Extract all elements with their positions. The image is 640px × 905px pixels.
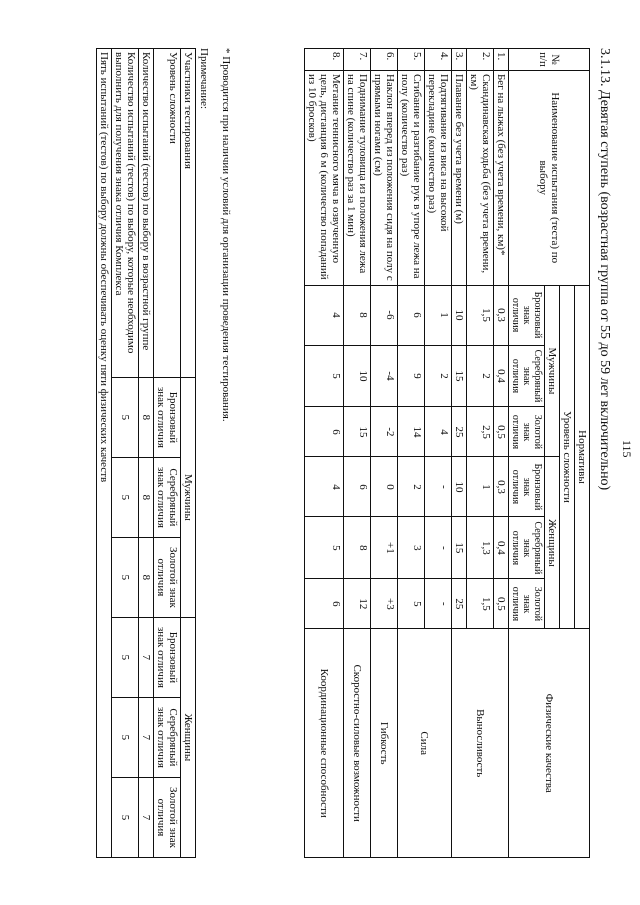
cell-value: 1,5 <box>467 579 494 629</box>
note-row-label: Количество испытаний (тестов) по выбору, которые необходимо выполнить для получения знака отличия Комплекса <box>112 49 139 378</box>
cell-value: 5 <box>305 517 344 579</box>
section-title: 3.1.13. Девятая ступень (возрастная группа от 55 до 59 лет включительно) <box>597 48 612 491</box>
cell-value: 8 <box>344 517 371 579</box>
cell-value: 5 <box>112 777 139 857</box>
note-participants: Участники тестирования <box>181 49 196 378</box>
cell-value: 0,5 <box>494 579 509 629</box>
cell-value: 9 <box>398 345 425 407</box>
cell-value: 25 <box>452 407 467 457</box>
cell-value: 15 <box>452 517 467 579</box>
cell-value: +3 <box>371 579 398 629</box>
col-header-name: Наименование испытания (теста) по выбору <box>509 70 590 285</box>
cell-value: 1,5 <box>467 285 494 345</box>
cell-value: - <box>425 457 452 517</box>
row-name: Метание теннисного мяча в озвученную цель, дистанция 6 м (количество попаданий из 10 бросков) <box>305 70 344 285</box>
cell-value: 3 <box>398 517 425 579</box>
row-num: 7. <box>344 49 371 71</box>
cell-value: 5 <box>112 457 139 537</box>
cell-value: 10 <box>452 457 467 517</box>
cell-value: 5 <box>305 345 344 407</box>
row-num: 4. <box>425 49 452 71</box>
cell-value: 7 <box>139 617 154 697</box>
cell-value: 0,3 <box>494 457 509 517</box>
cell-value: 15 <box>452 345 467 407</box>
note-header-women-gold: Золотой знак отличия <box>154 777 181 857</box>
cell-value: 5 <box>112 377 139 457</box>
cell-value: -6 <box>371 285 398 345</box>
cell-value: 8 <box>139 377 154 457</box>
quality-flexibility: Гибкость <box>371 629 398 858</box>
cell-value: 5 <box>112 537 139 617</box>
note-header-women-bronze: Бронзовый знак отличия <box>154 617 181 697</box>
col-header-men-gold: Золотой знак отличия <box>509 407 545 457</box>
cell-value: - <box>425 579 452 629</box>
cell-value: 8 <box>139 457 154 537</box>
quality-endurance: Выносливость <box>452 629 509 858</box>
table-row <box>494 49 509 858</box>
table-row <box>139 49 154 858</box>
quality-strength: Сила <box>398 629 452 858</box>
cell-value: 2 <box>467 345 494 407</box>
col-header-men-bronze: Бронзовый знак отличия <box>509 285 545 345</box>
cell-value: 0,3 <box>494 285 509 345</box>
row-name: Сгибание и разгибание рук в упоре лежа на полу (количество раз) <box>398 70 425 285</box>
row-num: 1. <box>494 49 509 71</box>
note-heading: Примечание: <box>198 48 210 110</box>
col-header-difficulty: Уровень сложности <box>560 285 575 629</box>
page-number: 115 <box>620 440 634 458</box>
quality-speed-strength: Скоростно-силовые возможности <box>344 629 371 858</box>
row-num: 8. <box>305 49 344 71</box>
cell-value: 6 <box>305 579 344 629</box>
cell-value: +1 <box>371 517 398 579</box>
cell-value: 14 <box>398 407 425 457</box>
note-header-men-gold: Золотой знак отличия <box>154 537 181 617</box>
cell-value: -2 <box>371 407 398 457</box>
cell-value: 2 <box>425 345 452 407</box>
cell-value: 6 <box>305 407 344 457</box>
cell-value: 0,5 <box>494 407 509 457</box>
cell-value: 5 <box>112 617 139 697</box>
cell-value: 5 <box>398 579 425 629</box>
row-name: Подтягивание из виса на высокой перекладине (количество раз) <box>425 70 452 285</box>
footnote: * Проводится при наличии условий для организации проведения тестирования. <box>220 48 232 422</box>
note-header-men: Мужчины <box>181 377 196 617</box>
row-num: 2. <box>467 49 494 71</box>
cell-value: 8 <box>344 285 371 345</box>
table-row <box>97 49 112 858</box>
cell-value: 5 <box>112 697 139 777</box>
cell-value: 7 <box>139 697 154 777</box>
note-difficulty: Уровень сложности <box>154 49 181 378</box>
cell-value: 4 <box>305 457 344 517</box>
note-header-women: Женщины <box>181 617 196 857</box>
table-row <box>371 49 398 858</box>
cell-value: 10 <box>344 345 371 407</box>
cell-value: 2,5 <box>467 407 494 457</box>
note-header-men-silver: Серебряный знак отличия <box>154 457 181 537</box>
row-name: Бег на лыжах (без учета времени, км)* <box>494 70 509 285</box>
cell-value: 4 <box>425 407 452 457</box>
cell-value: 7 <box>139 777 154 857</box>
note-row-label: Количество испытаний (тестов) по выбору в возрастной группе <box>139 49 154 378</box>
col-header-men-silver: Серебряный знак отличия <box>509 345 545 407</box>
cell-value: - <box>425 517 452 579</box>
row-name: Скандинавская ходьба (без учета времени, км) <box>467 70 494 285</box>
note-last-row: Пять испытаний (тестов) по выбору должны обеспечивать оценку пяти физических качеств <box>97 49 112 858</box>
cell-value: 1 <box>425 285 452 345</box>
cell-value: 0 <box>371 457 398 517</box>
row-num: 5. <box>398 49 425 71</box>
cell-value: 6 <box>344 457 371 517</box>
cell-value: -4 <box>371 345 398 407</box>
col-header-women-silver: Серебряный знак отличия <box>509 517 545 579</box>
cell-value: 25 <box>452 579 467 629</box>
cell-value: 4 <box>305 285 344 345</box>
cell-value: 0,4 <box>494 517 509 579</box>
col-header-women: Женщины <box>545 457 560 629</box>
table-row <box>305 49 344 858</box>
cell-value: 6 <box>398 285 425 345</box>
note-header-men-bronze: Бронзовый знак отличия <box>154 377 181 457</box>
col-header-quality: Физические качества <box>509 629 590 858</box>
cell-value: 12 <box>344 579 371 629</box>
cell-value: 0,4 <box>494 345 509 407</box>
col-header-women-gold: Золотой знак отличия <box>509 579 545 629</box>
table-row <box>425 49 452 858</box>
cell-value: 10 <box>452 285 467 345</box>
col-header-women-bronze: Бронзовый знак отличия <box>509 457 545 517</box>
note-table <box>96 48 196 858</box>
cell-value: 15 <box>344 407 371 457</box>
cell-value: 1,3 <box>467 517 494 579</box>
quality-coordination: Координационные способности <box>305 629 344 858</box>
row-name: Плавание без учета времени (м) <box>452 70 467 285</box>
row-name: Наклон вперед из положения сидя на полу с прямыми ногами (см) <box>371 70 398 285</box>
cell-value: 8 <box>139 537 154 617</box>
cell-value: 2 <box>398 457 425 517</box>
col-header-normatives: Нормативы <box>575 285 590 629</box>
note-header-women-silver: Серебряный знак отличия <box>154 697 181 777</box>
table-row <box>344 49 371 858</box>
normatives-table <box>304 48 590 858</box>
table-row <box>112 49 139 858</box>
col-header-num: № п/п <box>509 49 590 71</box>
col-header-men: Мужчины <box>545 285 560 457</box>
row-name: Поднимание туловища из положения лежа на спине (количество раз за 1 мин) <box>344 70 371 285</box>
cell-value: 1 <box>467 457 494 517</box>
row-num: 6. <box>371 49 398 71</box>
row-num: 3. <box>452 49 467 71</box>
